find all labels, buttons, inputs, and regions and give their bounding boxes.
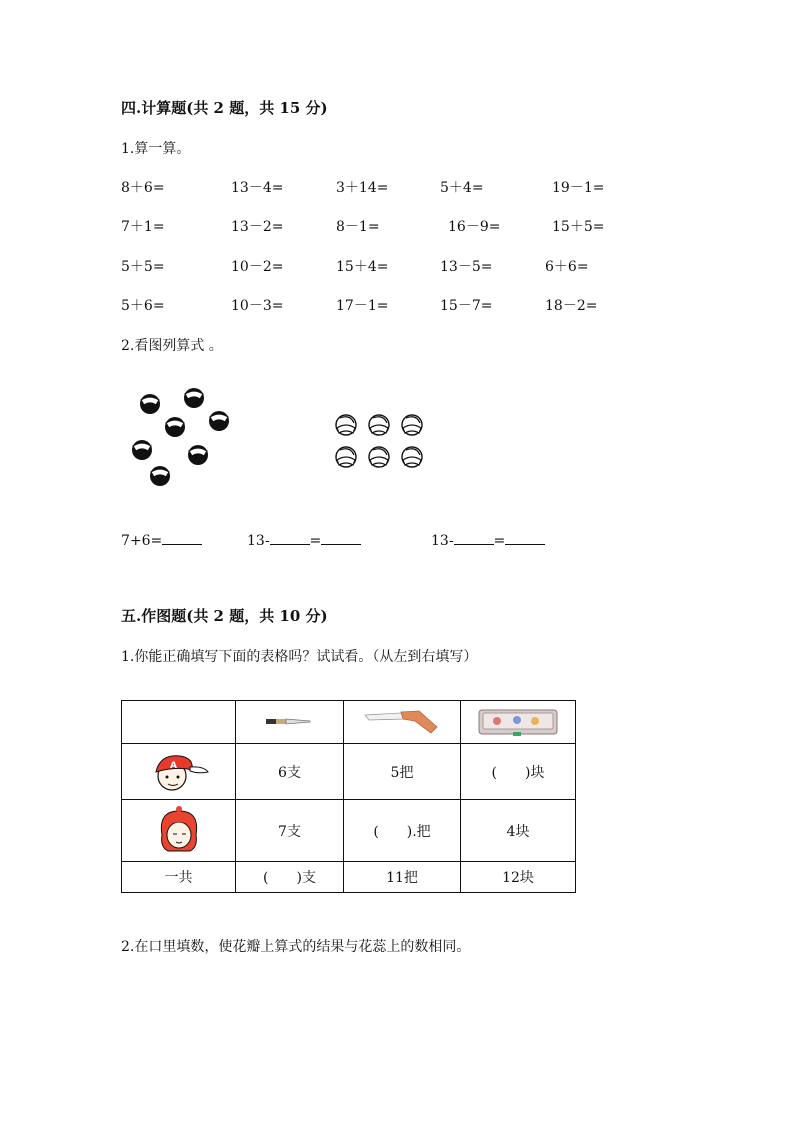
- equation: 5＋6=: [121, 298, 165, 314]
- fill-equation-text: 7+6=: [121, 533, 163, 549]
- equation: 17－1=: [336, 298, 389, 314]
- fill-equation-3: [431, 530, 545, 549]
- section4-title: 四.计算题(共 2 题，共 15 分): [121, 99, 328, 117]
- equation: 16－9=: [448, 219, 501, 235]
- q2-label: 2.看图列算式 。: [121, 338, 223, 354]
- equation: 18－2=: [545, 298, 598, 314]
- pencil-box-cell: [461, 701, 576, 744]
- fill-equation-text: 13-: [431, 533, 454, 549]
- girl-cell: [122, 800, 236, 862]
- fill-equation-text: =: [309, 533, 322, 549]
- table-cell: 6支: [236, 744, 344, 800]
- svg-text:A: A: [169, 760, 177, 771]
- pencil-box-icon: [477, 706, 559, 738]
- equation: 13－2=: [231, 219, 284, 235]
- knife-cell: [344, 701, 461, 744]
- table-cell: 一共: [122, 862, 236, 893]
- table-cell: 4块: [461, 800, 576, 862]
- answer-blank[interactable]: [454, 530, 494, 545]
- black-balls-image: [126, 380, 242, 492]
- answer-cell[interactable]: ( ).把: [344, 800, 461, 862]
- pencil-cell: [236, 701, 344, 744]
- boy-cell: [122, 744, 236, 800]
- q1-label: 1.算一算。: [121, 141, 191, 157]
- equation: 13－5=: [440, 259, 493, 275]
- table-header-row: [122, 701, 576, 744]
- table-cell: 11把: [344, 862, 461, 893]
- fill-equation-text: =: [493, 533, 506, 549]
- table-corner-cell: [122, 701, 236, 744]
- equation: 8－1=: [336, 219, 380, 235]
- fill-equation-text: 13-: [247, 533, 270, 549]
- equation: 13－4=: [231, 180, 284, 196]
- equation: 8＋6=: [121, 180, 165, 196]
- equation: 15－7=: [440, 298, 493, 314]
- q1-label: 1.你能正确填写下面的表格吗？试试看。（从左到右填写）: [121, 649, 478, 665]
- equation: 10－3=: [231, 298, 284, 314]
- knife-icon: [361, 709, 443, 735]
- fill-equation-1: [121, 530, 202, 549]
- fill-equation-2: [247, 530, 361, 549]
- answer-blank[interactable]: [270, 530, 310, 545]
- boy-avatar-icon: [146, 750, 212, 794]
- table-cell: 5把: [344, 744, 461, 800]
- table-cell: 7支: [236, 800, 344, 862]
- equation: 6＋6=: [545, 259, 589, 275]
- equation: 5＋4=: [440, 180, 484, 196]
- equation: 15＋5=: [552, 219, 605, 235]
- pencil-icon: [264, 715, 316, 729]
- answer-blank[interactable]: [162, 530, 202, 545]
- answer-blank[interactable]: [505, 530, 545, 545]
- equation: 15＋4=: [336, 259, 389, 275]
- q2-label: 2.在口里填数，使花瓣上算式的结果与花蕊上的数相同。: [121, 939, 471, 955]
- table-cell: 12块: [461, 862, 576, 893]
- answer-cell[interactable]: ( )支: [236, 862, 344, 893]
- table-row: [122, 862, 576, 893]
- equation: 10－2=: [231, 259, 284, 275]
- equation: 19－1=: [552, 180, 605, 196]
- answer-cell[interactable]: ( )块: [461, 744, 576, 800]
- equation: 5＋5=: [121, 259, 165, 275]
- girl-avatar-icon: [154, 805, 204, 857]
- fill-table: [121, 700, 576, 893]
- equation: 3＋14=: [336, 180, 389, 196]
- white-balls-image: [332, 408, 428, 472]
- table-row: [122, 800, 576, 862]
- equation: 7＋1=: [121, 219, 165, 235]
- section5-title: 五.作图题(共 2 题，共 10 分): [121, 607, 328, 625]
- table-row: [122, 744, 576, 800]
- answer-blank[interactable]: [321, 530, 361, 545]
